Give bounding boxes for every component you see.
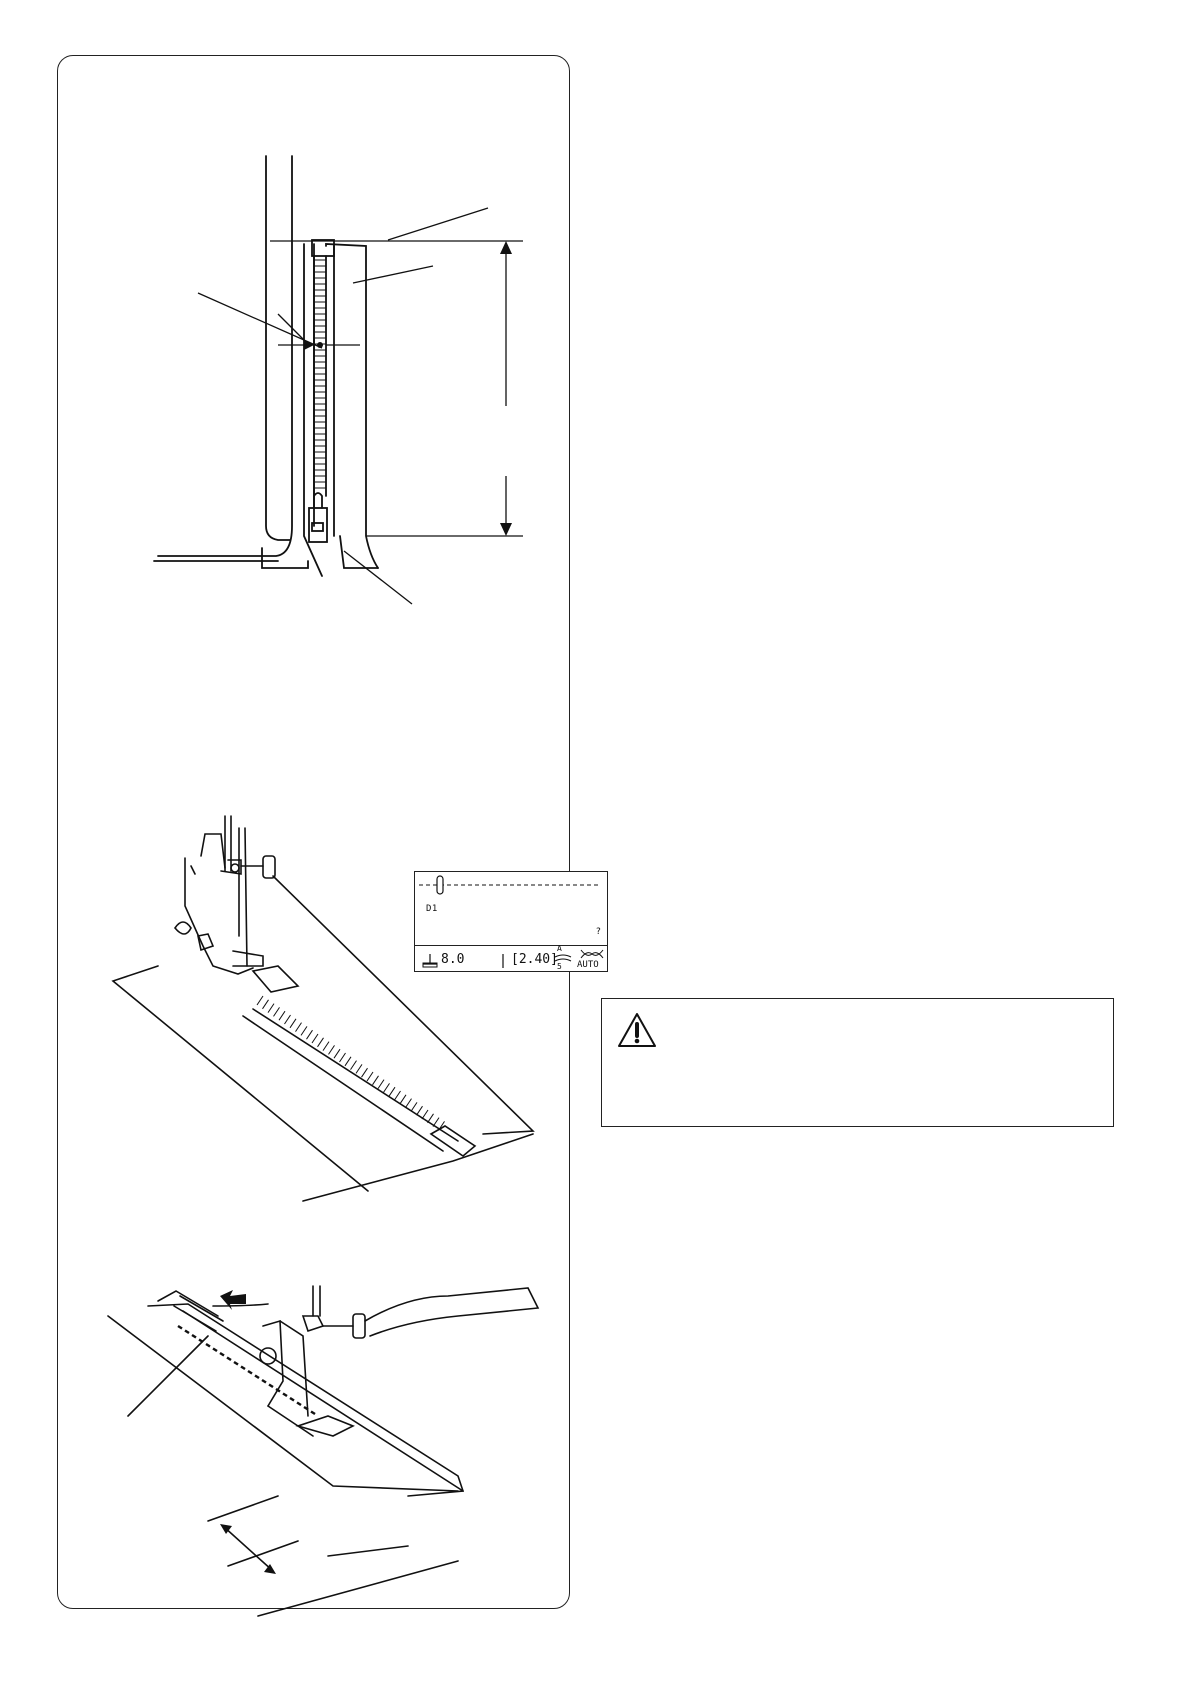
pattern-code: D1 (426, 904, 438, 914)
warning-triangle-icon (616, 1011, 658, 1049)
lcd-screen (414, 871, 608, 972)
stitch-width-value: [2.40] (511, 952, 558, 967)
stitching-diagram (108, 1286, 568, 1616)
warning-box (601, 998, 1114, 1127)
stitch-length-value: 8.0 (441, 952, 465, 967)
stitch-length-icon (421, 952, 439, 970)
tension-value: 5 (557, 962, 562, 971)
lcd-divider (415, 945, 607, 946)
illustration-panel (57, 55, 601, 1609)
help-mark: ? (595, 927, 601, 937)
auto-label: AUTO (577, 960, 599, 970)
foot-pressure-icon (579, 948, 605, 960)
zipper-placement-diagram (138, 136, 538, 586)
stitch-width-icon (499, 952, 507, 970)
stitch-preview (415, 872, 609, 902)
tension-mode: A (557, 944, 562, 953)
tension-icon (553, 954, 573, 964)
